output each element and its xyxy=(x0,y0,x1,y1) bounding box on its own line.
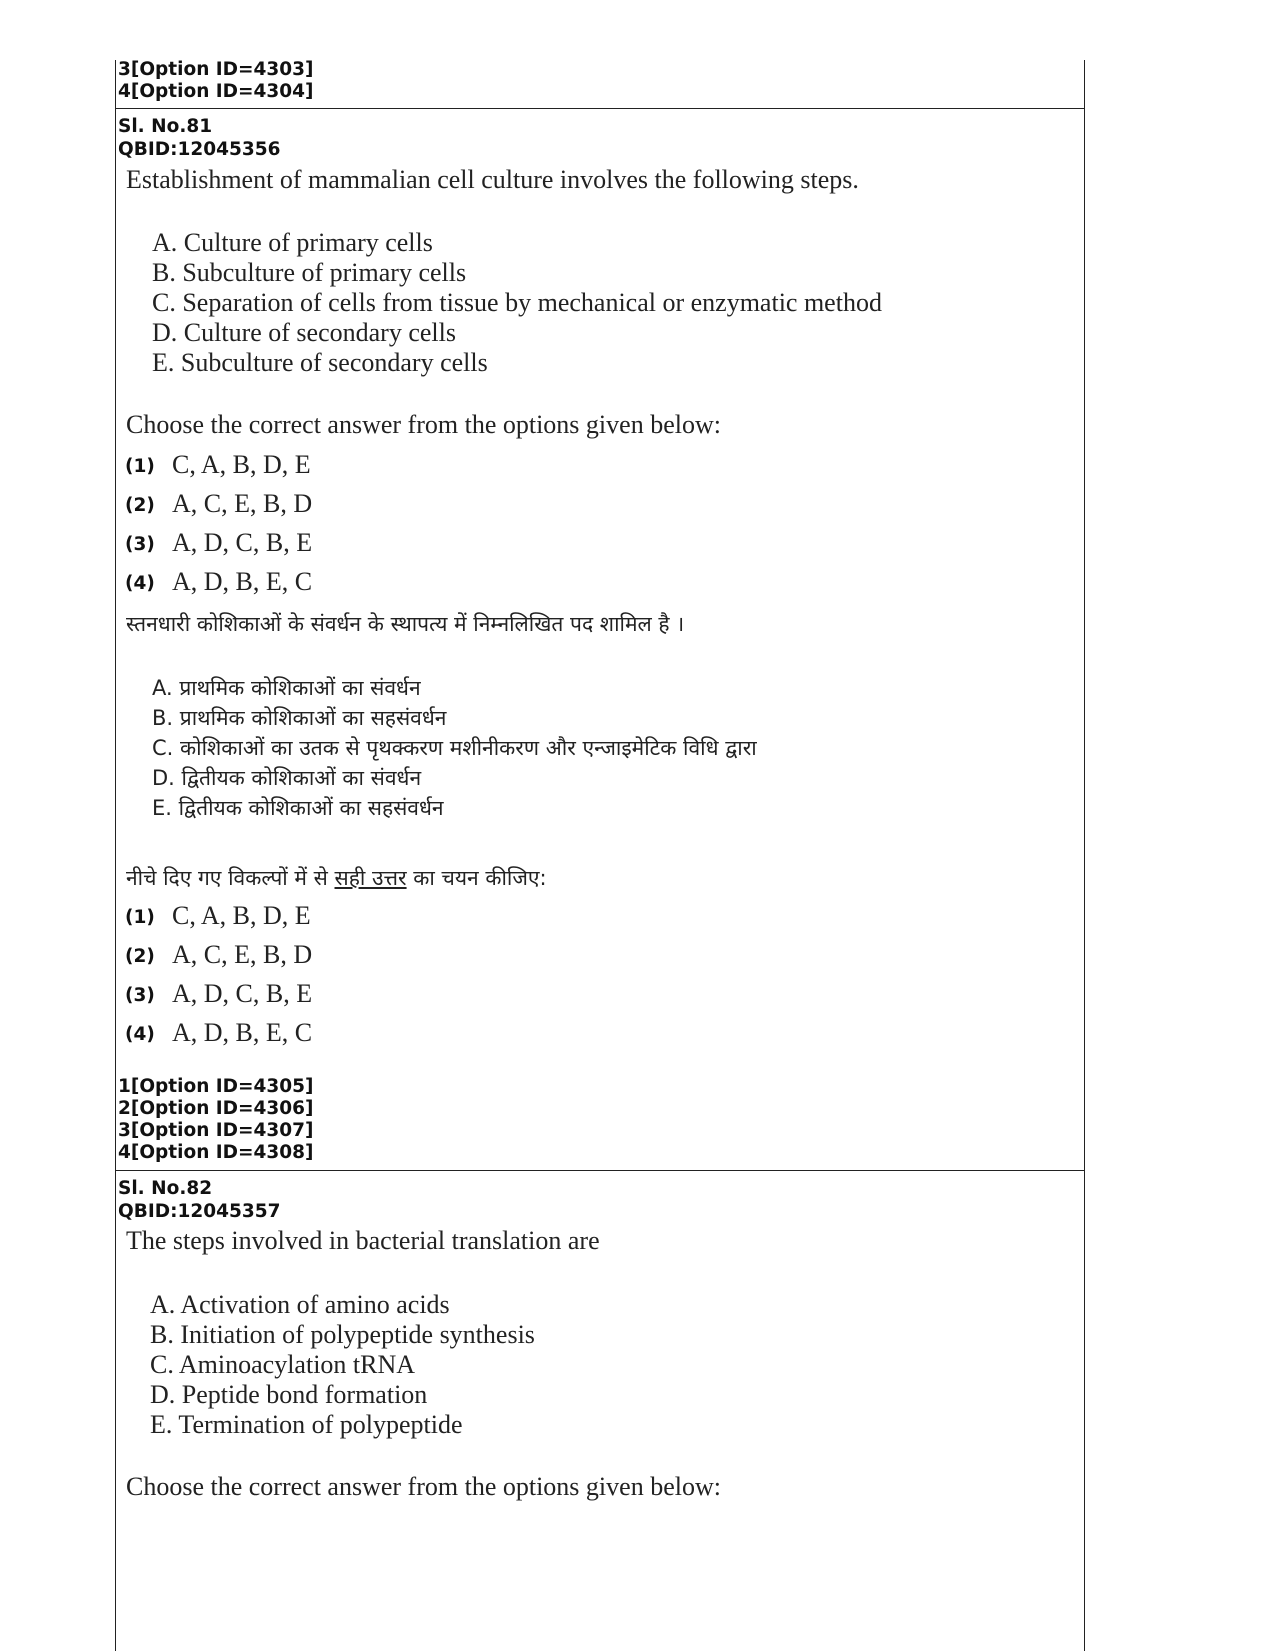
list-item: E. Subculture of secondary cells xyxy=(152,348,488,377)
list-item-hindi: E. द्वितीयक कोशिकाओं का सहसंवर्धन xyxy=(152,796,444,820)
question-id: QBID:12045357 xyxy=(118,1201,281,1222)
serial-number: Sl. No.82 xyxy=(118,1178,213,1199)
instruction-hindi-underlined: सही उत्तर xyxy=(334,866,407,890)
option-text: A, C, E, B, D xyxy=(172,489,313,518)
option-number: (4) xyxy=(125,1024,155,1045)
question-stem-english: The steps involved in bacterial translation are xyxy=(126,1226,600,1255)
option-id: 2[Option ID=4306] xyxy=(118,1098,314,1119)
option-text: A, D, C, B, E xyxy=(172,528,313,557)
row-divider xyxy=(115,108,1085,109)
option-id: 1[Option ID=4305] xyxy=(118,1076,314,1097)
option-id: 4[Option ID=4304] xyxy=(118,81,314,102)
list-item-hindi: A. प्राथमिक कोशिकाओं का संवर्धन xyxy=(152,676,421,700)
list-item-hindi: B. प्राथमिक कोशिकाओं का सहसंवर्धन xyxy=(152,706,447,730)
list-item: B. Subculture of primary cells xyxy=(152,258,467,287)
option-id: 3[Option ID=4307] xyxy=(118,1120,314,1141)
row-divider xyxy=(115,1170,1085,1171)
list-item: A. Activation of amino acids xyxy=(150,1290,450,1319)
option-number: (3) xyxy=(125,985,155,1006)
list-item: D. Peptide bond formation xyxy=(150,1380,428,1409)
list-item: A. Culture of primary cells xyxy=(152,228,433,257)
question-id: QBID:12045356 xyxy=(118,139,281,160)
option-number: (3) xyxy=(125,534,155,555)
question-stem-english: Establishment of mammalian cell culture involves the following steps. xyxy=(126,165,859,194)
option-text: C, A, B, D, E xyxy=(172,450,311,479)
option-id: 3[Option ID=4303] xyxy=(118,59,314,80)
option-number: (1) xyxy=(125,456,155,477)
list-item-hindi: C. कोशिकाओं का उतक से पृथक्करण मशीनीकरण और एन्जाइमेटिक विधि द्वारा xyxy=(152,736,757,760)
option-text: C, A, B, D, E xyxy=(172,901,311,930)
option-number: (1) xyxy=(125,907,155,928)
serial-number: Sl. No.81 xyxy=(118,116,213,137)
instruction-hindi xyxy=(126,864,547,892)
option-text: A, D, B, E, C xyxy=(172,1018,313,1047)
list-item: E. Termination of polypeptide xyxy=(150,1410,463,1439)
option-text: A, D, B, E, C xyxy=(172,567,313,596)
instruction-hindi-before: नीचे दिए गए विकल्पों में से xyxy=(126,866,335,890)
list-item: C. Separation of cells from tissue by mechanical or enzymatic method xyxy=(152,288,882,317)
list-item: B. Initiation of polypeptide synthesis xyxy=(150,1320,535,1349)
instruction-hindi-after: का चयन कीजिए: xyxy=(406,866,547,890)
question-stem-hindi: स्तनधारी कोशिकाओं के संवर्धन के स्थापत्य में निम्नलिखित पद शामिल है । xyxy=(126,612,685,636)
list-item: D. Culture of secondary cells xyxy=(152,318,456,347)
instruction-english: Choose the correct answer from the options given below: xyxy=(126,1472,721,1501)
option-number: (4) xyxy=(125,573,155,594)
instruction-english: Choose the correct answer from the options given below: xyxy=(126,410,721,439)
option-number: (2) xyxy=(125,946,155,967)
option-text: A, D, C, B, E xyxy=(172,979,313,1008)
list-item-hindi: D. द्वितीयक कोशिकाओं का संवर्धन xyxy=(152,766,422,790)
list-item: C. Aminoacylation tRNA xyxy=(150,1350,416,1379)
option-text: A, C, E, B, D xyxy=(172,940,313,969)
option-id: 4[Option ID=4308] xyxy=(118,1142,314,1163)
option-number: (2) xyxy=(125,495,155,516)
